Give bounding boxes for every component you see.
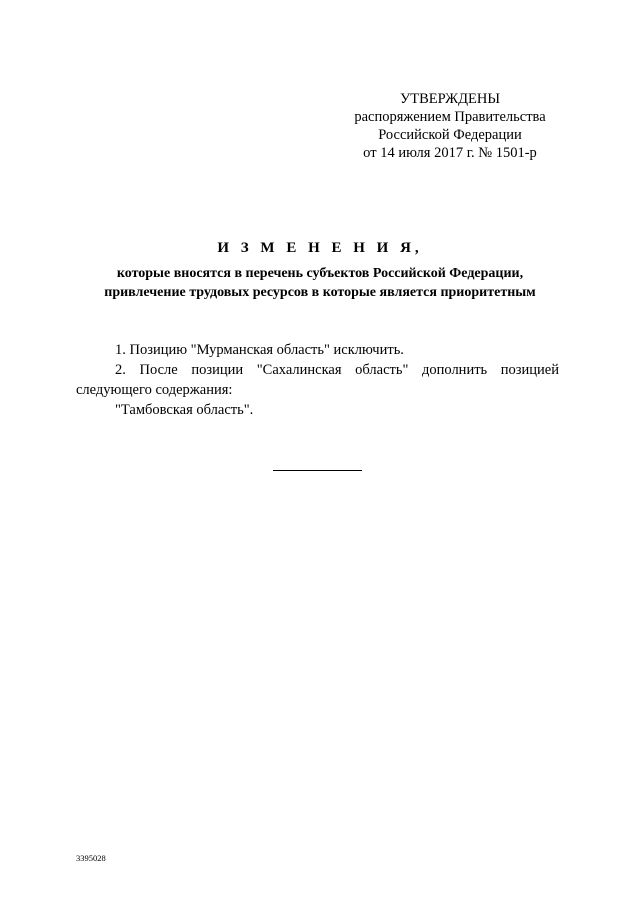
item-2: 2. После позиции "Сахалинская область" дополнить позицией следующего содержания: [76,362,559,398]
document-body [76,340,559,420]
document-title [60,238,580,302]
document-number: 3395028 [76,853,106,863]
approval-line-date: от 14 июля 2017 г. № 1501-р [363,145,537,161]
item-1: 1. Позицию "Мурманская область" исключить. [115,342,404,358]
approval-heading: УТВЕРЖДЕНЫ [399,91,501,107]
item-2-addition: "Тамбовская область". [115,402,254,418]
approval-line-government: Российской Федерации [378,127,522,143]
subheading-line-1: которые вносятся в перечень субъектов Российской Федерации, [116,266,524,281]
title-subheading [60,264,580,302]
approval-line-order: распоряжением Правительства [354,109,546,125]
approval-stamp [330,90,570,162]
title-heading: И З М Е Н Е Н И Я, [217,240,423,256]
separator-line [273,470,362,471]
subheading-line-2: привлечение трудовых ресурсов в которые является приоритетным [104,285,536,300]
